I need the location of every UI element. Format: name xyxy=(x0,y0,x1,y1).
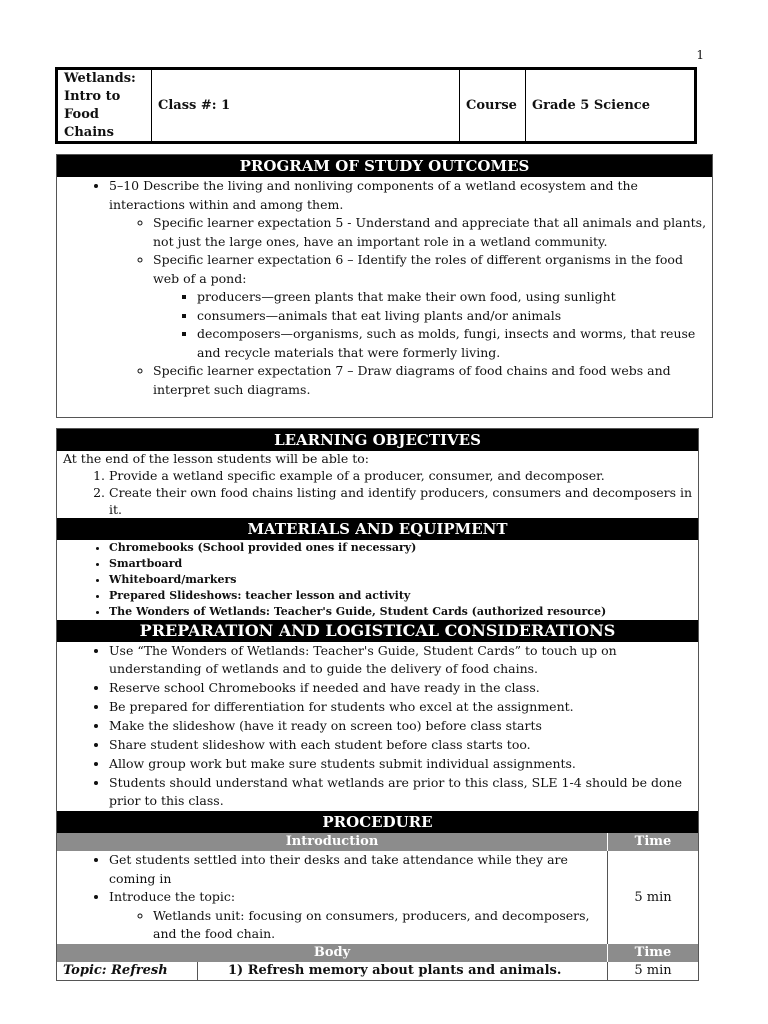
sle-item: ◦ Specific learner expectation 5 - Understand and appreciate that all animals and plants, not just the large ones, have an important role in a wetland community. xyxy=(153,214,712,251)
preparation-section xyxy=(57,642,698,810)
body-label: Body xyxy=(57,944,608,962)
prep-item: • Use “The Wonders of Wetlands: Teacher's Guide, Student Cards” to touch up on understanding of wetlands and to guide the delivery of food chains. xyxy=(109,642,698,678)
materials-section xyxy=(57,540,698,620)
material-item: • The Wonders of Wetlands: Teacher's Guide, Student Cards (authorized resource) xyxy=(109,604,698,620)
prep-item: • Allow group work but make sure students submit individual assignments. xyxy=(109,755,698,773)
objectives-intro: At the end of the lesson students will be able to: xyxy=(63,451,369,466)
material-item: • Chromebooks (School provided ones if necessary) xyxy=(109,540,698,556)
outcome-item: • 5–10 Describe the living and nonliving components of a wetland ecosystem and the interactions within and among them. ◦ Specific learner expectation 5 - Understand and appreciate that all animals and plants, not just the large ones, have an important role in a wetland community. ◦ Specific learner expectation 6 – Identify the roles of different organisms in the food web of a pond: ▪ producers—green plants that make their own food, using sunlight ▪ consumers—animals that eat living plants and/or animals ▪ decomposers—organisms, such as molds, fungi, insects and worms, that reuse and recycle materials that were formerly living. ◦ Specific learner expectation 7 – Draw diagrams of food chains and food webs and interpret such diagrams. xyxy=(109,177,712,399)
introduction-subheader xyxy=(57,833,698,851)
topic-label: Topic: Refresh xyxy=(57,962,198,980)
introduction-row xyxy=(57,851,698,944)
preparation-heading: PREPARATION AND LOGISTICAL CONSIDERATIONS xyxy=(57,620,698,642)
intro-item: • Get students settled into their desks and take attendance while they are coming in xyxy=(109,851,607,888)
prep-item: • Be prepared for differentiation for students who excel at the assignment. xyxy=(109,698,698,716)
lesson-header-table xyxy=(55,67,697,144)
body-subheader xyxy=(57,944,698,962)
prep-item: • Students should understand what wetlands are prior to this class, SLE 1-4 should be done prior to this class. xyxy=(109,774,698,810)
sle-item: ◦ Specific learner expectation 7 – Draw diagrams of food chains and food webs and interpret such diagrams. xyxy=(153,362,712,399)
intro-sub-item: ◦ Wetlands unit: focusing on consumers, producers, and decomposers, and the food chain. xyxy=(153,907,607,944)
lesson-title: Wetlands: Intro to Food Chains xyxy=(58,70,152,141)
topic-time: 5 min xyxy=(634,963,672,978)
program-outcomes-heading: PROGRAM OF STUDY OUTCOMES xyxy=(57,155,712,177)
time-label: Time xyxy=(634,834,672,849)
course-value: Grade 5 Science xyxy=(532,98,650,113)
body-row xyxy=(57,962,698,980)
body-time-label: Time xyxy=(634,944,672,960)
objective-item: 2. Create their own food chains listing and identify producers, consumers and decomposers in it. xyxy=(109,484,698,518)
intro-time: 5 min xyxy=(634,889,672,905)
lesson-plan-body xyxy=(56,428,699,981)
material-item: • Smartboard xyxy=(109,556,698,572)
procedure-heading: PROCEDURE xyxy=(57,811,698,833)
class-number: Class #: 1 xyxy=(152,70,460,141)
course-label: Course xyxy=(460,70,526,141)
program-outcomes-section xyxy=(56,154,713,418)
role-item: ▪ producers—green plants that make their own food, using sunlight xyxy=(197,288,712,307)
prep-item: • Make the slideshow (have it ready on screen too) before class starts xyxy=(109,717,698,735)
material-item: • Prepared Slideshows: teacher lesson and activity xyxy=(109,588,698,604)
prep-item: • Share student slideshow with each student before class starts too. xyxy=(109,736,698,754)
page-number: 1 xyxy=(696,48,704,62)
intro-item: • Introduce the topic: ◦ Wetlands unit: focusing on consumers, producers, and decomposers, and the food chain. xyxy=(109,888,607,944)
learning-objectives-heading: LEARNING OBJECTIVES xyxy=(57,429,698,451)
objectives-list xyxy=(57,467,698,518)
objective-item: 1. Provide a wetland specific example of a producer, consumer, and decomposer. xyxy=(109,467,698,484)
material-item: • Whiteboard/markers xyxy=(109,572,698,588)
role-item: ▪ consumers—animals that eat living plants and/or animals xyxy=(197,307,712,326)
prep-item: • Reserve school Chromebooks if needed and have ready in the class. xyxy=(109,679,698,697)
topic-description: 1) Refresh memory about plants and animals. xyxy=(198,962,608,980)
introduction-label: Introduction xyxy=(57,833,608,851)
materials-heading: MATERIALS AND EQUIPMENT xyxy=(57,518,698,540)
sle-item: ◦ Specific learner expectation 6 – Identify the roles of different organisms in the food web of a pond: ▪ producers—green plants that make their own food, using sunlight ▪ consumers—animals that eat living plants and/or animals ▪ decomposers—organisms, such as molds, fungi, insects and worms, that reuse and recycle materials that were formerly living. xyxy=(153,251,712,362)
role-item: ▪ decomposers—organisms, such as molds, fungi, insects and worms, that reuse and recycle materials that were formerly living. xyxy=(197,325,712,362)
